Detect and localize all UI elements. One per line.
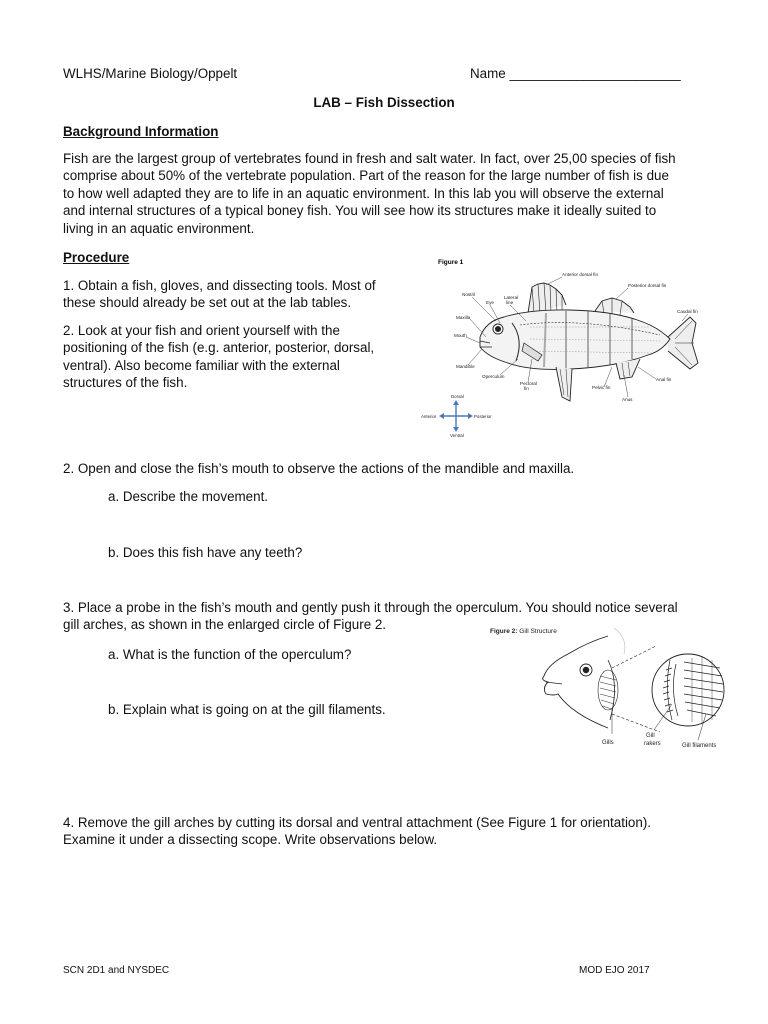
question-3a: a. What is the function of the operculum? bbox=[108, 647, 352, 662]
label-eye: Eye bbox=[486, 300, 494, 305]
compass-anterior: Anterior bbox=[421, 414, 437, 419]
step-1 bbox=[63, 277, 376, 312]
page-title: LAB – Fish Dissection bbox=[313, 95, 455, 110]
label-pectoral-fin: Pectoral bbox=[520, 381, 537, 386]
step-line: positioning of the fish (e.g. anterior, posterior, dorsal, bbox=[63, 340, 375, 356]
step-line: 1. Obtain a fish, gloves, and dissecting tools. Most of bbox=[63, 278, 376, 293]
step-line: ventral). Also become familiar with the external bbox=[63, 357, 340, 373]
step-2-orient bbox=[63, 322, 374, 392]
background-line: to how well adapted they are to life in an aquatic environment. In this lab you will observe the external bbox=[63, 185, 664, 201]
step-2-mouth: 2. Open and close the fish’s mouth to observe the actions of the mandible and maxilla. bbox=[63, 461, 575, 476]
question-3b: b. Explain what is going on at the gill filaments. bbox=[108, 702, 386, 717]
background-line: living in an aquatic environment. bbox=[63, 220, 255, 236]
question-2b: b. Does this fish have any teeth? bbox=[108, 545, 303, 560]
footer-left: SCN 2D1 and NYSDEC bbox=[63, 965, 170, 976]
step-line: 2. Look at your fish and orient yourself with the bbox=[63, 323, 340, 338]
label-posterior-dorsal-fin: Posterior dorsal fin bbox=[628, 283, 667, 288]
background-heading: Background Information bbox=[63, 124, 219, 139]
label-gill-filaments: Gill filaments bbox=[682, 743, 717, 749]
label-pelvic-fin: Pelvic fin bbox=[592, 385, 611, 390]
course-header: WLHS/Marine Biology/Oppelt bbox=[63, 66, 238, 81]
figure-2-gill-structure bbox=[488, 624, 738, 754]
orientation-compass bbox=[421, 394, 492, 438]
background-line: Fish are the largest group of vertebrates found in fresh and salt water. In fact, over 25,00 species of fish bbox=[63, 151, 676, 166]
name-line: Name _______________________ bbox=[470, 66, 681, 81]
question-2a: a. Describe the movement. bbox=[108, 489, 269, 504]
figure-2-title-rest: Gill Structure bbox=[517, 628, 557, 635]
label-gill-rakers-2: rakers bbox=[644, 741, 661, 747]
compass-dorsal: Dorsal bbox=[451, 394, 464, 399]
compass-arrows bbox=[439, 400, 473, 432]
step-line: structures of the fish. bbox=[63, 375, 188, 391]
label-nostril: Nostril bbox=[462, 292, 476, 297]
footer-right: MOD EJO 2017 bbox=[579, 965, 650, 976]
label-lateral-line-2: line bbox=[506, 300, 514, 305]
step-line: these should already be set out at the lab tables. bbox=[63, 295, 352, 311]
figure-1-external-anatomy bbox=[420, 255, 710, 440]
label-anterior-dorsal-fin: Anterior dorsal fin bbox=[562, 272, 599, 277]
gill-illustration bbox=[543, 628, 724, 740]
compass-ventral: Ventral bbox=[450, 433, 464, 438]
label-maxilla: Maxilla bbox=[456, 315, 471, 320]
step-line: 3. Place a probe in the fish’s mouth and gently push it through the operculum. You should notice several bbox=[63, 600, 678, 615]
procedure-heading: Procedure bbox=[63, 250, 130, 265]
label-mandible: Mandible bbox=[456, 364, 475, 369]
figure-2-title-bold: Figure 2: bbox=[490, 628, 518, 635]
label-mouth: Mouth bbox=[454, 333, 467, 338]
figure-1-title: Figure 1 bbox=[438, 259, 464, 266]
step-line: gill arches, as shown in the enlarged circle of Figure 2. bbox=[63, 617, 387, 633]
label-gill-rakers: Gill bbox=[646, 733, 655, 739]
background-line: and internal structures of a typical boney fish. You will see how its structures make it ideally suited to bbox=[63, 203, 657, 219]
label-caudal-fin: Caudal fin bbox=[677, 309, 698, 314]
label-operculum: Operculum bbox=[482, 374, 505, 379]
background-line: comprise about 50% of the vertebrate population. Part of the reason for the large number of fish is due bbox=[63, 168, 669, 184]
compass-posterior: Posterior bbox=[474, 414, 492, 419]
label-pectoral-fin-2: fin bbox=[524, 386, 529, 391]
label-lateral-line: Lateral bbox=[504, 295, 519, 300]
step-line: 4. Remove the gill arches by cutting its dorsal and ventral attachment (See Figure 1 for orientation). bbox=[63, 815, 651, 830]
figure-2-title bbox=[490, 628, 557, 635]
label-anus: Anus bbox=[622, 397, 633, 402]
label-gills: Gills bbox=[602, 740, 614, 746]
label-anal-fin: Anal fin bbox=[656, 377, 672, 382]
step-line: Examine it under a dissecting scope. Write observations below. bbox=[63, 832, 438, 848]
background-paragraph bbox=[63, 150, 676, 237]
step-4 bbox=[63, 814, 651, 849]
